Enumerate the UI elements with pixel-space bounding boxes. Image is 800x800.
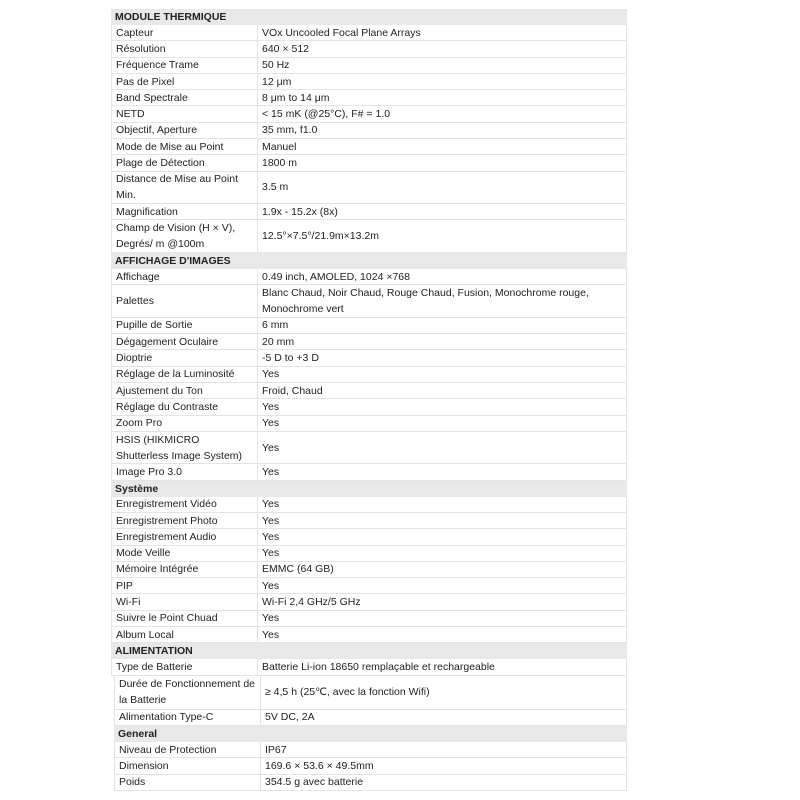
table-row [111, 399, 627, 415]
row-value: VOx Uncooled Focal Plane Arrays [262, 26, 421, 39]
row-value: Wi-Fi 2,4 GHz/5 GHz [262, 596, 361, 609]
row-label: Type de Batterie [112, 659, 258, 674]
row-value: Yes [262, 441, 280, 454]
table-row [111, 155, 627, 171]
row-value: Yes [262, 547, 280, 560]
table-row [111, 172, 627, 205]
row-value: 8 μm to 14 μm [262, 91, 330, 104]
row-label: Mode de Mise au Point [112, 139, 258, 154]
row-value: Blanc Chaud, Noir Chaud, Rouge Chaud, Fusion, Monochrome rouge, Monochrome vert [262, 287, 589, 316]
row-label: Résolution [112, 41, 258, 56]
table-row [114, 742, 627, 758]
row-label: Alimentation Type-C [115, 710, 261, 725]
row-label: Plage de Détection [112, 155, 258, 170]
row-label: Enregistrement Audio [112, 529, 258, 544]
section-header: Système [111, 481, 627, 497]
table-row [111, 383, 627, 399]
table-row [111, 204, 627, 220]
table-row [114, 775, 627, 791]
row-value: Froid, Chaud [262, 384, 323, 397]
row-value: Yes [262, 612, 280, 625]
row-value: IP67 [265, 743, 287, 756]
spec-table [111, 9, 627, 791]
row-label: Palettes [112, 285, 258, 317]
row-label: Distance de Mise au Point Min. [112, 172, 258, 204]
table-row [111, 546, 627, 562]
row-label: Dimension [115, 758, 261, 773]
row-value: Yes [262, 466, 280, 478]
row-label: Album Local [112, 627, 258, 642]
row-label: Réglage du Contraste [112, 399, 258, 414]
row-value: 3.5 m [262, 181, 289, 194]
row-value: 35 mm, f1.0 [262, 124, 318, 137]
row-label: Enregistrement Photo [112, 513, 258, 528]
table-row [111, 367, 627, 383]
row-value: Manuel [262, 140, 297, 153]
row-value: 169.6 × 53.6 × 49.5mm [265, 759, 374, 772]
row-value: EMMC (64 GB) [262, 563, 334, 576]
table-row [111, 106, 627, 122]
table-row [111, 74, 627, 90]
row-label: Niveau de Protection [115, 742, 261, 757]
table-row [111, 123, 627, 139]
row-label: HSIS (HIKMICRO Shutterless Image System) [112, 432, 258, 464]
row-value: 12.5°×7.5°/21.9m×13.2m [262, 230, 379, 243]
row-label: Poids [115, 775, 261, 790]
table-row [114, 758, 627, 774]
row-value: 0.49 inch, AMOLED, 1024 ×768 [262, 270, 410, 283]
row-value: Yes [262, 498, 280, 511]
row-value: -5 D to +3 D [262, 352, 319, 365]
table-row [111, 25, 627, 41]
row-value: Batterie Li-ion 18650 remplaçable et rechargeable [262, 660, 495, 673]
row-label: Mémoire Intégrée [112, 562, 258, 577]
row-value: Yes [262, 400, 280, 413]
row-label: Affichage [112, 269, 258, 284]
table-row [114, 710, 627, 726]
row-label: Zoom Pro [112, 416, 258, 431]
row-value: 1.9x - 15.2x (8x) [262, 205, 338, 218]
row-label: Mode Veille [112, 546, 258, 561]
row-label: Objectif, Aperture [112, 123, 258, 138]
row-value: Yes [262, 530, 280, 543]
table-row [111, 529, 627, 545]
section-header: General [114, 726, 627, 742]
row-label: Champ de Vision (H × V), Degrés/ m @100m [112, 220, 258, 252]
row-label: Wi-Fi [112, 594, 258, 609]
row-label: Image Pro 3.0 [112, 464, 258, 479]
table-row [111, 432, 627, 465]
table-row [111, 562, 627, 578]
row-label: Pupille de Sortie [112, 318, 258, 333]
row-label: Pas de Pixel [112, 74, 258, 89]
row-label: Réglage de la Luminosité [112, 367, 258, 382]
table-row [111, 139, 627, 155]
table-row [111, 513, 627, 529]
table-row [111, 578, 627, 594]
row-value: 12 μm [262, 75, 292, 88]
row-value: 20 mm [262, 335, 295, 348]
row-label: NETD [112, 106, 258, 121]
table-row [111, 497, 627, 513]
row-label: Suivre le Point Chuad [112, 611, 258, 626]
row-value: 50 Hz [262, 59, 290, 72]
row-value: 1800 m [262, 157, 298, 170]
row-value: Yes [262, 579, 280, 592]
table-row [111, 350, 627, 366]
table-row [111, 611, 627, 627]
table-row [111, 318, 627, 334]
row-value: Yes [262, 514, 280, 527]
row-label: Enregistrement Vidéo [112, 497, 258, 512]
table-row [111, 627, 627, 643]
row-value: ≥ 4,5 h (25℃, avec la fonction Wifi) [265, 686, 430, 699]
row-label: Dégagement Oculaire [112, 334, 258, 349]
row-value: 354.5 g avec batterie [265, 776, 364, 789]
section-header: ALIMENTATION [111, 643, 627, 659]
row-label: Durée de Fonctionnement de la Batterie [115, 676, 261, 709]
row-value: 6 mm [262, 319, 289, 332]
section-header: MODULE THERMIQUE [111, 9, 627, 25]
table-row [111, 659, 627, 675]
row-value: Yes [262, 417, 280, 430]
row-label: Fréquence Trame [112, 58, 258, 73]
row-value: Yes [262, 628, 280, 641]
row-value: < 15 mK (@25°C), F# = 1.0 [262, 108, 391, 121]
row-value: Yes [262, 368, 280, 381]
table-row [111, 58, 627, 74]
table-row [114, 676, 627, 710]
table-row [111, 220, 627, 253]
table-row [111, 416, 627, 432]
row-label: Capteur [112, 25, 258, 40]
row-label: PIP [112, 578, 258, 593]
row-value: 5V DC, 2A [265, 711, 315, 724]
table-row [111, 464, 627, 480]
table-row [111, 269, 627, 285]
section-header: AFFICHAGE D'IMAGES [111, 253, 627, 269]
row-label: Ajustement du Ton [112, 383, 258, 398]
row-label: Magnification [112, 204, 258, 219]
table-row [111, 594, 627, 610]
table-row [111, 334, 627, 350]
table-row [111, 90, 627, 106]
row-label: Dioptrie [112, 350, 258, 365]
row-label: Band Spectrale [112, 90, 258, 105]
table-row [111, 41, 627, 57]
table-row [111, 285, 627, 318]
row-value: 640 × 512 [262, 42, 310, 55]
